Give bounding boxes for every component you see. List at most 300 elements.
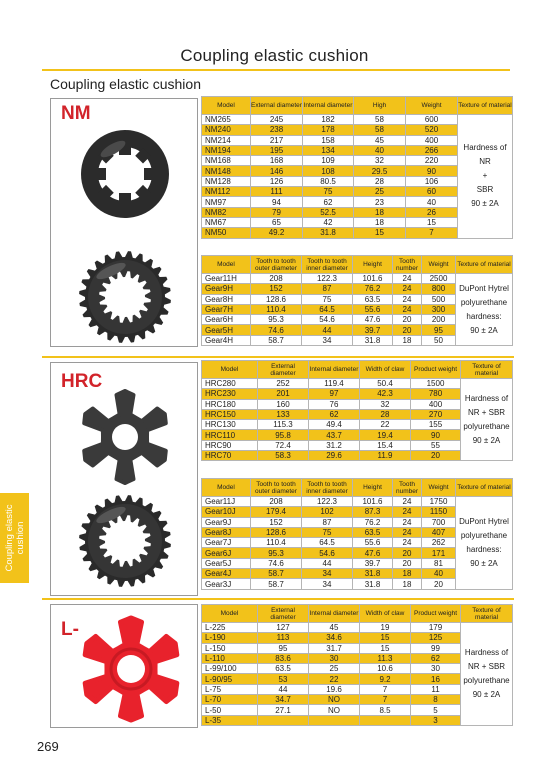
value-cell: 18 — [354, 217, 406, 227]
model-cell: Gear10J — [202, 507, 251, 517]
model-cell: Gear6J — [202, 548, 251, 558]
material-line: polyurethane — [460, 530, 508, 540]
value-cell: 58.7 — [251, 335, 302, 345]
header-cell: Product weight — [411, 605, 461, 623]
model-cell: Gear9H — [202, 284, 251, 294]
value-cell: 1500 — [411, 379, 461, 389]
material-line: NR + SBR — [467, 407, 506, 417]
header-cell: Height — [353, 479, 393, 497]
value-cell: 200 — [422, 315, 456, 325]
gear-j-spec-table — [201, 478, 513, 590]
material-line: polyurethane — [463, 675, 510, 685]
value-cell: 43.7 — [309, 430, 360, 440]
value-cell: 24 — [393, 497, 422, 507]
value-cell: 97 — [309, 389, 360, 399]
value-cell — [258, 715, 309, 725]
header-cell: Tooth to tooth inner diameter — [302, 479, 353, 497]
model-cell: HRC70 — [202, 451, 258, 461]
model-cell: Gear6H — [202, 315, 251, 325]
hrc-product-illustrations — [51, 363, 197, 595]
model-cell: NM82 — [202, 207, 251, 217]
value-cell: 31.2 — [309, 440, 360, 450]
value-cell: 115.3 — [258, 420, 309, 430]
value-cell: 99 — [411, 643, 461, 653]
gear-j-table-body — [202, 497, 513, 590]
value-cell: 7 — [406, 228, 458, 238]
value-cell: 178 — [303, 125, 354, 135]
value-cell: 29.5 — [354, 166, 406, 176]
value-cell: 55 — [411, 440, 461, 450]
nm-header-row — [202, 97, 513, 115]
value-cell: 15 — [406, 217, 458, 227]
value-cell: 15 — [360, 633, 411, 643]
value-cell: 600 — [406, 115, 458, 125]
model-cell: NM128 — [202, 176, 251, 186]
model-cell: Gear11J — [202, 497, 251, 507]
model-cell: NM168 — [202, 156, 251, 166]
model-cell: L-50 — [202, 705, 258, 715]
value-cell: 20 — [393, 315, 422, 325]
value-cell: 27.1 — [258, 705, 309, 715]
value-cell: 63.5 — [258, 664, 309, 674]
value-cell: 95.3 — [251, 548, 302, 558]
value-cell: 780 — [411, 389, 461, 399]
value-cell: 39.7 — [353, 325, 393, 335]
gear-j-header-row — [202, 479, 513, 497]
value-cell: 700 — [422, 517, 456, 527]
value-cell: 40 — [354, 145, 406, 155]
value-cell: 20 — [393, 558, 422, 568]
value-cell: 262 — [422, 538, 456, 548]
value-cell: 55.6 — [353, 304, 393, 314]
value-cell: 8 — [411, 695, 461, 705]
header-cell: Model — [202, 256, 251, 274]
value-cell: 31.8 — [353, 569, 393, 579]
model-cell: Gear7J — [202, 538, 251, 548]
model-cell: L-70 — [202, 695, 258, 705]
l-image-frame — [50, 604, 198, 728]
model-cell: HRC180 — [202, 399, 258, 409]
value-cell: 22 — [309, 674, 360, 684]
model-cell: HRC90 — [202, 440, 258, 450]
value-cell: 55.6 — [353, 538, 393, 548]
value-cell: 5 — [411, 705, 461, 715]
value-cell: 40 — [406, 197, 458, 207]
hrc-image-frame — [50, 362, 198, 596]
value-cell: 34.6 — [309, 633, 360, 643]
value-cell: 40 — [422, 569, 456, 579]
model-cell: Gear4J — [202, 569, 251, 579]
value-cell: 102 — [302, 507, 353, 517]
value-cell: 75 — [303, 187, 354, 197]
value-cell: 62 — [309, 409, 360, 419]
value-cell: 74.6 — [251, 325, 302, 335]
model-cell: L-35 — [202, 715, 258, 725]
value-cell: 58.3 — [258, 451, 309, 461]
value-cell: 195 — [251, 145, 303, 155]
header-cell: Model — [202, 605, 258, 623]
value-cell: 24 — [393, 304, 422, 314]
header-cell: High — [354, 97, 406, 115]
value-cell: 54.6 — [302, 315, 353, 325]
value-cell: 152 — [251, 284, 302, 294]
model-cell: NM50 — [202, 228, 251, 238]
model-cell: Gear7H — [202, 304, 251, 314]
gear-h-spec-table — [201, 255, 513, 346]
model-cell: Gear5H — [202, 325, 251, 335]
header-cell: Weight — [422, 479, 456, 497]
value-cell: 217 — [251, 135, 303, 145]
value-cell: 400 — [406, 135, 458, 145]
nm-label: NM — [61, 103, 91, 124]
header-cell: Internal diameter — [309, 361, 360, 379]
value-cell: 60 — [406, 187, 458, 197]
value-cell: 19.4 — [360, 430, 411, 440]
material-cell — [458, 115, 513, 239]
value-cell: 113 — [258, 633, 309, 643]
value-cell: 75 — [302, 527, 353, 537]
material-line: hardness: — [466, 311, 502, 321]
value-cell: 28 — [360, 409, 411, 419]
value-cell: 34 — [302, 335, 353, 345]
value-cell: 34 — [302, 569, 353, 579]
value-cell: 179.4 — [251, 507, 302, 517]
side-tab-label: Coupling elastic cushion — [3, 504, 26, 572]
value-cell: 58.7 — [251, 579, 302, 589]
value-cell: 49.2 — [251, 228, 303, 238]
value-cell: 72.4 — [258, 440, 309, 450]
nm-ring-cushion-image — [81, 130, 169, 265]
value-cell: 31.7 — [309, 643, 360, 653]
value-cell: 252 — [258, 379, 309, 389]
header-cell: Model — [202, 361, 258, 379]
value-cell: 1750 — [422, 497, 456, 507]
value-cell: 81 — [422, 558, 456, 568]
value-cell: 90 — [406, 166, 458, 176]
material-line: + — [482, 171, 488, 181]
value-cell — [309, 715, 360, 725]
material-line: NR + SBR — [467, 661, 506, 671]
model-cell: NM265 — [202, 115, 251, 125]
value-cell: 31.8 — [303, 228, 354, 238]
value-cell: 101.6 — [353, 497, 393, 507]
model-cell: L-99/100 — [202, 664, 258, 674]
value-cell: 182 — [303, 115, 354, 125]
value-cell: 58 — [354, 125, 406, 135]
value-cell: 25 — [309, 664, 360, 674]
value-cell: 76.2 — [353, 517, 393, 527]
value-cell: 75 — [302, 294, 353, 304]
header-cell: Height — [353, 256, 393, 274]
model-cell: NM240 — [202, 125, 251, 135]
value-cell: 63.5 — [353, 527, 393, 537]
value-cell: 44 — [258, 684, 309, 694]
model-cell: NM67 — [202, 217, 251, 227]
model-cell: NM194 — [202, 145, 251, 155]
gear-h-image — [79, 251, 171, 343]
value-cell: 3 — [411, 715, 461, 725]
title-rule — [42, 69, 510, 71]
value-cell: 2500 — [422, 274, 456, 284]
value-cell: 95.8 — [258, 430, 309, 440]
material-line: 90 ± 2A — [470, 325, 498, 335]
value-cell: 25 — [354, 187, 406, 197]
value-cell: 500 — [422, 294, 456, 304]
value-cell: 52.5 — [303, 207, 354, 217]
value-cell: 110.4 — [251, 304, 302, 314]
separator-hrc — [42, 356, 514, 358]
material-cell — [461, 623, 513, 726]
value-cell: 31.8 — [353, 335, 393, 345]
value-cell: 15 — [360, 643, 411, 653]
value-cell: 24 — [393, 538, 422, 548]
header-cell: Tooth to tooth outer diameter — [251, 479, 302, 497]
header-cell: Weight — [422, 256, 456, 274]
material-line: NR — [479, 157, 491, 167]
value-cell: 270 — [411, 409, 461, 419]
header-cell: External diameter — [258, 361, 309, 379]
l-spider-image — [85, 618, 177, 720]
value-cell: 87 — [302, 284, 353, 294]
value-cell: 238 — [251, 125, 303, 135]
value-cell: 266 — [406, 145, 458, 155]
value-cell: 1150 — [422, 507, 456, 517]
header-cell: Product weight — [411, 361, 461, 379]
value-cell: 95.3 — [251, 315, 302, 325]
value-cell: 30 — [411, 664, 461, 674]
value-cell: 24 — [393, 294, 422, 304]
value-cell: 800 — [422, 284, 456, 294]
value-cell: 155 — [411, 420, 461, 430]
value-cell: 39.7 — [353, 558, 393, 568]
value-cell: 58.7 — [251, 569, 302, 579]
model-cell: L-150 — [202, 643, 258, 653]
value-cell: 80.5 — [303, 176, 354, 186]
header-cell: Internal diameter — [303, 97, 354, 115]
model-cell: Gear9J — [202, 517, 251, 527]
value-cell: 83.6 — [258, 653, 309, 663]
model-cell: Gear8J — [202, 527, 251, 537]
model-cell: L-75 — [202, 684, 258, 694]
value-cell: 28 — [354, 176, 406, 186]
gear-h-table-body — [202, 274, 513, 346]
value-cell: 76.2 — [353, 284, 393, 294]
model-cell: HRC150 — [202, 409, 258, 419]
value-cell: 128.6 — [251, 294, 302, 304]
header-cell: Width of claw — [360, 605, 411, 623]
model-cell: Gear11H — [202, 274, 251, 284]
value-cell: 168 — [251, 156, 303, 166]
model-cell: HRC110 — [202, 430, 258, 440]
value-cell: 208 — [251, 497, 302, 507]
value-cell: 220 — [406, 156, 458, 166]
hrc-spec-table — [201, 360, 513, 461]
value-cell: 64.5 — [302, 304, 353, 314]
hrc-label: HRC — [61, 371, 103, 392]
value-cell: 22 — [360, 420, 411, 430]
gear-h-header-row — [202, 256, 513, 274]
header-cell: Weight — [406, 97, 458, 115]
value-cell: 126 — [251, 176, 303, 186]
nm-product-illustrations — [51, 99, 197, 346]
value-cell: 160 — [258, 399, 309, 409]
value-cell: 34.7 — [258, 695, 309, 705]
value-cell: 101.6 — [353, 274, 393, 284]
value-cell: 53 — [258, 674, 309, 684]
value-cell: 10.6 — [360, 664, 411, 674]
material-line: polyurethane — [460, 297, 508, 307]
value-cell: 45 — [309, 623, 360, 633]
section-subtitle: Coupling elastic cushion — [50, 76, 201, 92]
header-cell: Texture of material — [461, 605, 513, 623]
value-cell: 18 — [393, 569, 422, 579]
value-cell: 110.4 — [251, 538, 302, 548]
value-cell: 122.3 — [302, 497, 353, 507]
value-cell: 208 — [251, 274, 302, 284]
model-cell: L-90/95 — [202, 674, 258, 684]
value-cell: 8.5 — [360, 705, 411, 715]
model-cell: Gear8H — [202, 294, 251, 304]
material-cell — [456, 274, 513, 346]
value-cell: 15 — [354, 228, 406, 238]
value-cell: 63.5 — [353, 294, 393, 304]
value-cell: 95 — [422, 325, 456, 335]
value-cell: 90 — [411, 430, 461, 440]
material-line: Hardness of — [464, 393, 509, 403]
header-cell: Texture of material — [456, 256, 513, 274]
header-cell: Texture of material — [458, 97, 513, 115]
model-cell: Gear4H — [202, 335, 251, 345]
material-cell — [461, 379, 513, 461]
value-cell: 111 — [251, 187, 303, 197]
material-cell — [456, 497, 513, 590]
header-cell: Internal diameter — [309, 605, 360, 623]
gear-j-image — [79, 495, 171, 587]
page-number: 269 — [37, 739, 59, 754]
value-cell: 45 — [354, 135, 406, 145]
material-line: SBR — [476, 185, 494, 195]
header-cell: Model — [202, 97, 251, 115]
l-product-illustrations — [51, 605, 197, 727]
value-cell: 119.4 — [309, 379, 360, 389]
value-cell: 64.5 — [302, 538, 353, 548]
value-cell: 79 — [251, 207, 303, 217]
material-line: Hardness of — [463, 143, 507, 153]
model-cell: NM112 — [202, 187, 251, 197]
value-cell: NO — [309, 695, 360, 705]
value-cell: 20 — [393, 325, 422, 335]
value-cell: 87 — [302, 517, 353, 527]
value-cell: 24 — [393, 527, 422, 537]
value-cell: 128.6 — [251, 527, 302, 537]
value-cell: 18 — [393, 579, 422, 589]
value-cell: 24 — [393, 284, 422, 294]
header-cell: Tooth number — [393, 479, 422, 497]
header-cell: External diameter — [251, 97, 303, 115]
value-cell: 108 — [303, 166, 354, 176]
material-line: hardness: — [466, 544, 502, 554]
page-title: Coupling elastic cushion — [180, 46, 369, 65]
model-cell: NM214 — [202, 135, 251, 145]
value-cell: 11.9 — [360, 451, 411, 461]
value-cell — [360, 715, 411, 725]
value-cell: 171 — [422, 548, 456, 558]
value-cell: 20 — [393, 548, 422, 558]
value-cell: 49.4 — [309, 420, 360, 430]
value-cell: 87.3 — [353, 507, 393, 517]
value-cell: 20 — [422, 579, 456, 589]
table-row — [202, 497, 513, 507]
header-cell: Tooth number — [393, 256, 422, 274]
value-cell: 127 — [258, 623, 309, 633]
value-cell: 50.4 — [360, 379, 411, 389]
value-cell: 400 — [411, 399, 461, 409]
model-cell: HRC280 — [202, 379, 258, 389]
value-cell: 109 — [303, 156, 354, 166]
hrc-spider-image — [84, 391, 166, 483]
header-cell: Tooth to tooth outer diameter — [251, 256, 302, 274]
value-cell: 18 — [354, 207, 406, 217]
value-cell: 245 — [251, 115, 303, 125]
value-cell: 47.6 — [353, 548, 393, 558]
material-line: 90 ± 2A — [471, 199, 499, 209]
value-cell: 44 — [302, 558, 353, 568]
table-row — [202, 115, 513, 125]
value-cell: 29.6 — [309, 451, 360, 461]
l-label: L- — [61, 619, 79, 640]
value-cell: 32 — [360, 399, 411, 409]
value-cell: 11 — [411, 684, 461, 694]
l-table-body — [202, 623, 513, 726]
header-cell: External diameter — [258, 605, 309, 623]
value-cell: 520 — [406, 125, 458, 135]
nm-spec-table — [201, 96, 513, 239]
value-cell: 24 — [393, 507, 422, 517]
header-cell: Texture of material — [461, 361, 513, 379]
value-cell: 7 — [360, 684, 411, 694]
l-header-row — [202, 605, 513, 623]
value-cell: 44 — [302, 325, 353, 335]
value-cell: 9.2 — [360, 674, 411, 684]
value-cell: 42 — [303, 217, 354, 227]
value-cell: 74.6 — [251, 558, 302, 568]
model-cell: NM97 — [202, 197, 251, 207]
value-cell: 42.3 — [360, 389, 411, 399]
value-cell: 20 — [411, 451, 461, 461]
value-cell: 300 — [422, 304, 456, 314]
model-cell: HRC230 — [202, 389, 258, 399]
value-cell: 146 — [251, 166, 303, 176]
material-line: DuPont Hytrel — [459, 516, 509, 526]
value-cell: 24 — [393, 274, 422, 284]
value-cell: 15.4 — [360, 440, 411, 450]
material-line: DuPont Hytrel — [459, 283, 509, 293]
material-line: 90 ± 2A — [472, 689, 501, 699]
side-tab — [0, 493, 29, 583]
value-cell: 30 — [309, 653, 360, 663]
header-cell: Texture of material — [456, 479, 513, 497]
table-row — [202, 379, 513, 389]
value-cell: 106 — [406, 176, 458, 186]
table-row — [202, 623, 513, 633]
value-cell: 54.6 — [302, 548, 353, 558]
value-cell: 19.6 — [309, 684, 360, 694]
value-cell: 26 — [406, 207, 458, 217]
value-cell: 122.3 — [302, 274, 353, 284]
model-cell: HRC130 — [202, 420, 258, 430]
header-cell: Tooth to tooth inner diameter — [302, 256, 353, 274]
value-cell: 94 — [251, 197, 303, 207]
